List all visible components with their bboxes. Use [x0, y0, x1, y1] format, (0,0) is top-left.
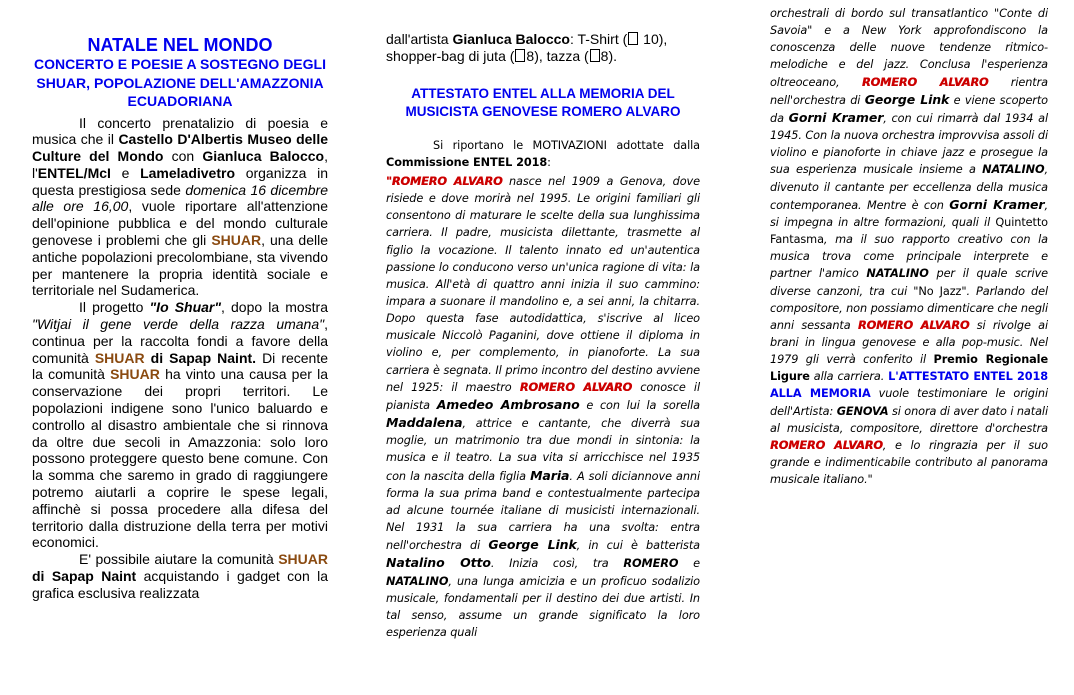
paragraph-3: E' possibile aiutare la comunità SHUAR di Sapap Naint acquistando i gadget con la grafica esclusiva realizzata — [32, 551, 329, 601]
shuar-highlight: SHUAR — [211, 232, 262, 249]
paragraph-2: Il progetto "Io Shuar", dopo la mostra "Witjai il gene verde della razza umana", continua per la raccolta fondi a favore della comunità SHUAR di Sapap Naint. Di recente la comunità SHUAR ha vinto una causa per la conservazione dei propri territori. Le popolazioni indigene sono l'unico baluardo e controllo al disastro ambientale che si rinnova da oltre due secoli in Amazzonia: solo loro possono proteggere questo bene comune. Con la somma che saremo in grado di raggiungere potremo aiutarli a coprire le spese legali, affinchè si possa procedere alla difesa del territorio dalla distruzione della terra per motivi economici. — [32, 299, 329, 551]
column-1 — [32, 0, 328, 602]
intro-text: Si riportano le MOTIVAZIONI adottate dalla Commissione ENTEL 2018: — [386, 138, 700, 169]
paragraph-1: Il concerto prenatalizio di poesia e musica che il Castello D'Albertis Museo delle Culture del Mondo con Gianluca Balocco, l'ENTEL/McI e Lameladivetro organizza in questa prestigiosa sede domenica 16 dicembre alle ore 16,00, vuole riportare all'attenzione dell'opinione pubblica e del mondo culturale genovese i problemi che gli SHUAR, una delle antiche popolazioni precolombiane, sta vivendo per mantenere la propria identità sociale e territoriale nel Sudamerica. — [32, 114, 329, 299]
placeholder-glyph — [628, 32, 638, 45]
column-2 — [386, 0, 700, 641]
paragraph-4: dall'artista Gianluca Balocco: T-Shirt ( 10), shopper-bag di juta ( 8), tazza ( 8). — [386, 31, 668, 64]
article-title: NATALE NEL MONDO — [87, 35, 273, 55]
column-3 — [770, 0, 1048, 488]
section-title: ATTESTATO ENTEL ALLA MEMORIA DEL MUSICISTA GENOVESE ROMERO ALVARO — [405, 85, 681, 120]
article-subtitle: CONCERTO E POESIE A SOSTEGNO DEGLI SHUAR, POPOLAZIONE DELL'AMAZZONIA ECUADORIANA — [34, 56, 326, 109]
motivation-text-continued: orchestrali di bordo sul transatlantico "Conte di Savoia" e a New York approfondiscono la conoscenza delle nuove tendenze ritmico-melodiche e del jazz. Conclusa l'esperienza oltreoceano, ROMERO ALVARO rientra nell'orchestra di George Link e viene scoperto da Gorni Kramer, con cui rimarrà dal 1934 al 1945. Con la nuova orchestra improvvisa assoli di violino e pianoforte in chiave jazz e prosegue la sua esperienza musicale insieme a NATALINO, divenuto il cantante per eccellenza della musica contemporanea. Mentre è con Gorni Kramer, si impegna in altre formazioni, quali il Quintetto Fantasma, ma il suo rapporto creativo con la musica trova come principale interprete e partner l'amico NATALINO per il quale scrive diverse canzoni, tra cui "No Jazz". Parlando del compositore, non possiamo dimenticare che negli anni sessanta ROMERO ALVARO si rivolge ai brani in lingua genovese e alla pop-music. Nel 1979 gli verrà conferito il Premio Regionale Ligure alla carriera. L'ATTESTATO ENTEL 2018 ALLA MEMORIA vuole testimoniare le origini dell'Artista: GENOVA si onora di aver dato i natali al musicista, compositore, direttore d'orchestra ROMERO ALVARO, e lo ringrazia per il suo grande e indimenticabile contributo al panorama musicale italiano." — [770, 7, 1049, 487]
romero-highlight: ROMERO ALVARO — [391, 174, 503, 188]
motivation-text: "ROMERO ALVARO nasce nel 1909 a Genova, dove risiede e dove morirà nel 1995. Le origini familiari gli consentono di maturare le scelte della sua lunghissima carriera. Il padre, musicista dilettante, trasmette al figlio la vocazione. Il talento innato ed un'autentica passione lo conducono verso un'unica ragione di vita: la musica. All'età di quattro anni inizia il suo cammino: impara a suonare il mandolino e, a sei anni, la chitarra. Dopo questa fase autodidattica, s'iscrive al liceo musicale Niccolò Paganini, dove ottiene il diploma in violino e, per complemento, in pianoforte. La sua carriera è segnata. Il primo incontro del destino avviene nel 1925: il maestro ROMERO ALVARO conosce il pianista Amedeo Ambrosano e con lui la sorella Maddalena, attrice e cantante, che diverrà sua moglie, un matrimonio tra due mondi in sintonia: la musica e il teatro. La sua vita si arricchisce nel 1935 con la nascita della figlia Maria. A soli diciannove anni forma la sua prima band e contestualmente partecipa ad alcune tournée italiane di musicisti internazionali. Nel 1931 la sua carriera ha una svolta: entra nell'orchestra di George Link, in cui è batterista Natalino Otto. Inizia così, tra ROMERO e NATALINO, una lunga amicizia e un proficuo sodalizio musicale, fondamentali per il destino dei due artisti. In tal senso, assume un grande significato la loro esperienza quali — [386, 174, 701, 639]
